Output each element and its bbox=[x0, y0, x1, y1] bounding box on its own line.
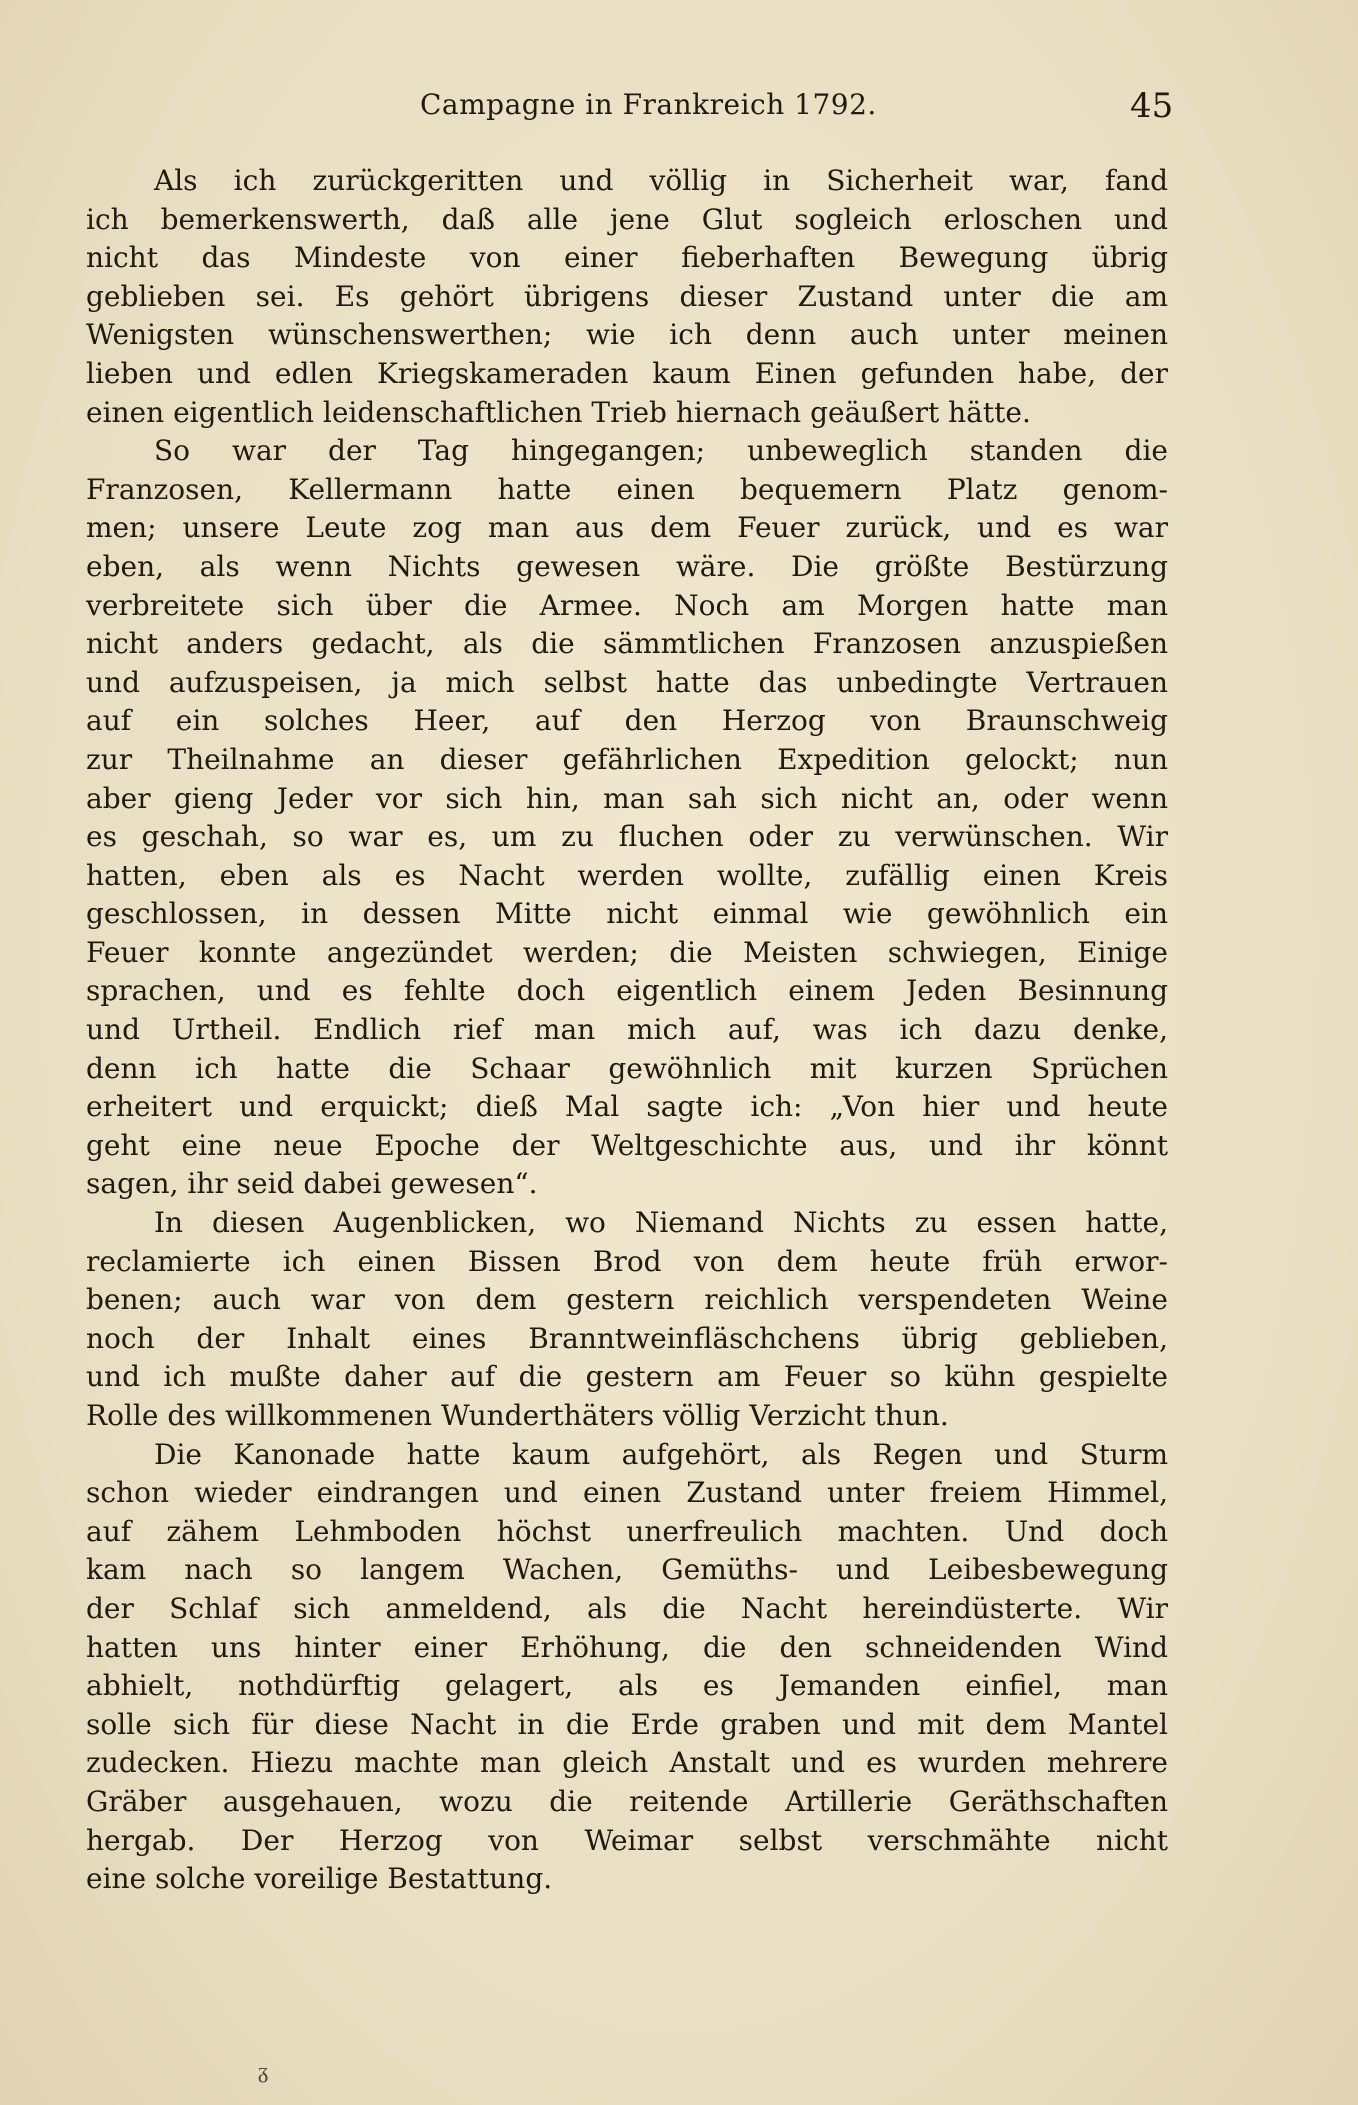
text-line: Gräber ausgehauen, wozu die reitende Artillerie Geräthschaften bbox=[86, 1784, 1168, 1818]
paragraph bbox=[86, 432, 1168, 1204]
text-line: hatten, eben als es Nacht werden wollte, zufällig einen Kreis bbox=[86, 858, 1168, 892]
text-line: sprachen, und es fehlte doch eigentlich einem Jeden Besinnung bbox=[86, 974, 1168, 1008]
text-line: es geschah, so war es, um zu fluchen oder zu verwünschen. Wir bbox=[86, 820, 1168, 854]
text-line: Franzosen, Kellermann hatte einen bequemern Platz genom- bbox=[86, 472, 1168, 506]
text-line: und ich mußte daher auf die gestern am Feuer so kühn gespielte bbox=[86, 1360, 1168, 1394]
text-line: lieben und edlen Kriegskameraden kaum Einen gefunden habe, der bbox=[86, 356, 1168, 390]
text-line: verbreitete sich über die Armee. Noch am Morgen hatte man bbox=[86, 588, 1168, 622]
text-line: zudecken. Hiezu machte man gleich Anstalt und es wurden mehrere bbox=[86, 1746, 1168, 1780]
text-line: denn ich hatte die Schaar gewöhnlich mit kurzen Sprüchen bbox=[86, 1051, 1168, 1085]
text-line: geht eine neue Epoche der Weltgeschichte aus, und ihr könnt bbox=[86, 1128, 1168, 1162]
text-line: geblieben sei. Es gehört übrigens dieser Zustand unter die am bbox=[86, 279, 1168, 313]
running-title: Campagne in Frankreich 1792. bbox=[420, 88, 877, 121]
text-line: abhielt, nothdürftig gelagert, als es Jemanden einfiel, man bbox=[86, 1669, 1168, 1703]
text-line: reclamierte ich einen Bissen Brod von dem heute früh erwor- bbox=[86, 1244, 1168, 1278]
paragraph bbox=[86, 1204, 1168, 1436]
text-line: eine solche voreilige Bestattung. bbox=[86, 1862, 553, 1896]
text-line: benen; auch war von dem gestern reichlich verspendeten Weine bbox=[86, 1283, 1168, 1317]
printer-mark: ᵹ bbox=[258, 2059, 269, 2084]
text-line: ich bemerkenswerth, daß alle jene Glut sogleich erloschen und bbox=[86, 202, 1168, 236]
text-line: So war der Tag hingegangen; unbeweglich standen die bbox=[154, 434, 1168, 468]
text-line: hatten uns hinter einer Erhöhung, die den schneidenden Wind bbox=[86, 1630, 1168, 1664]
text-line: eben, als wenn Nichts gewesen wäre. Die größte Bestürzung bbox=[86, 549, 1168, 583]
text-line: noch der Inhalt eines Branntweinfläschchens übrig geblieben, bbox=[86, 1321, 1168, 1355]
text-line: Die Kanonade hatte kaum aufgehört, als Regen und Sturm bbox=[154, 1437, 1168, 1471]
running-header bbox=[0, 88, 1358, 128]
text-line: solle sich für diese Nacht in die Erde graben und mit dem Mantel bbox=[86, 1707, 1168, 1741]
text-line: und Urtheil. Endlich rief man mich auf, was ich dazu denke, bbox=[86, 1013, 1168, 1047]
text-line: und aufzuspeisen, ja mich selbst hatte das unbedingte Vertrauen bbox=[86, 665, 1168, 699]
text-line: Als ich zurückgeritten und völlig in Sicherheit war, fand bbox=[154, 164, 1168, 197]
paragraph bbox=[86, 1436, 1168, 1899]
text-line: nicht das Mindeste von einer fieberhaften Bewegung übrig bbox=[86, 241, 1168, 275]
text-line: Rolle des willkommenen Wunderthäters völlig Verzicht thun. bbox=[86, 1399, 949, 1432]
paragraph bbox=[86, 162, 1168, 432]
text-line: erheitert und erquickt; dieß Mal sagte ich: „Von hier und heute bbox=[86, 1090, 1168, 1124]
text-line: sagen, ihr seid dabei gewesen“. bbox=[86, 1167, 538, 1201]
text-line: auf ein solches Heer, auf den Herzog von Braunschweig bbox=[86, 704, 1168, 738]
text-line: Wenigsten wünschenswerthen; wie ich denn auch unter meinen bbox=[86, 318, 1168, 352]
text-line: schon wieder eindrangen und einen Zustand unter freiem Himmel, bbox=[86, 1476, 1168, 1510]
text-line: der Schlaf sich anmeldend, als die Nacht hereindüsterte. Wir bbox=[86, 1591, 1168, 1625]
text-line: zur Theilnahme an dieser gefährlichen Expedition gelockt; nun bbox=[86, 742, 1168, 776]
page-number: 45 bbox=[1130, 86, 1174, 126]
text-line: aber gieng Jeder vor sich hin, man sah sich nicht an, oder wenn bbox=[86, 781, 1168, 815]
text-line: geschlossen, in dessen Mitte nicht einmal wie gewöhnlich ein bbox=[86, 897, 1168, 931]
body-text bbox=[86, 162, 1168, 1899]
text-line: Feuer konnte angezündet werden; die Meisten schwiegen, Einige bbox=[86, 935, 1168, 969]
text-line: auf zähem Lehmboden höchst unerfreulich machten. Und doch bbox=[86, 1514, 1168, 1548]
text-line: einen eigentlich leidenschaftlichen Trieb hiernach geäußert hätte. bbox=[86, 395, 1031, 429]
text-line: men; unsere Leute zog man aus dem Feuer zurück, und es war bbox=[86, 511, 1168, 545]
text-line: In diesen Augenblicken, wo Niemand Nichts zu essen hatte, bbox=[154, 1206, 1168, 1240]
text-line: kam nach so langem Wachen, Gemüths- und Leibesbewegung bbox=[86, 1553, 1168, 1587]
text-line: hergab. Der Herzog von Weimar selbst verschmähte nicht bbox=[86, 1823, 1168, 1857]
text-line: nicht anders gedacht, als die sämmtlichen Franzosen anzuspießen bbox=[86, 627, 1168, 661]
